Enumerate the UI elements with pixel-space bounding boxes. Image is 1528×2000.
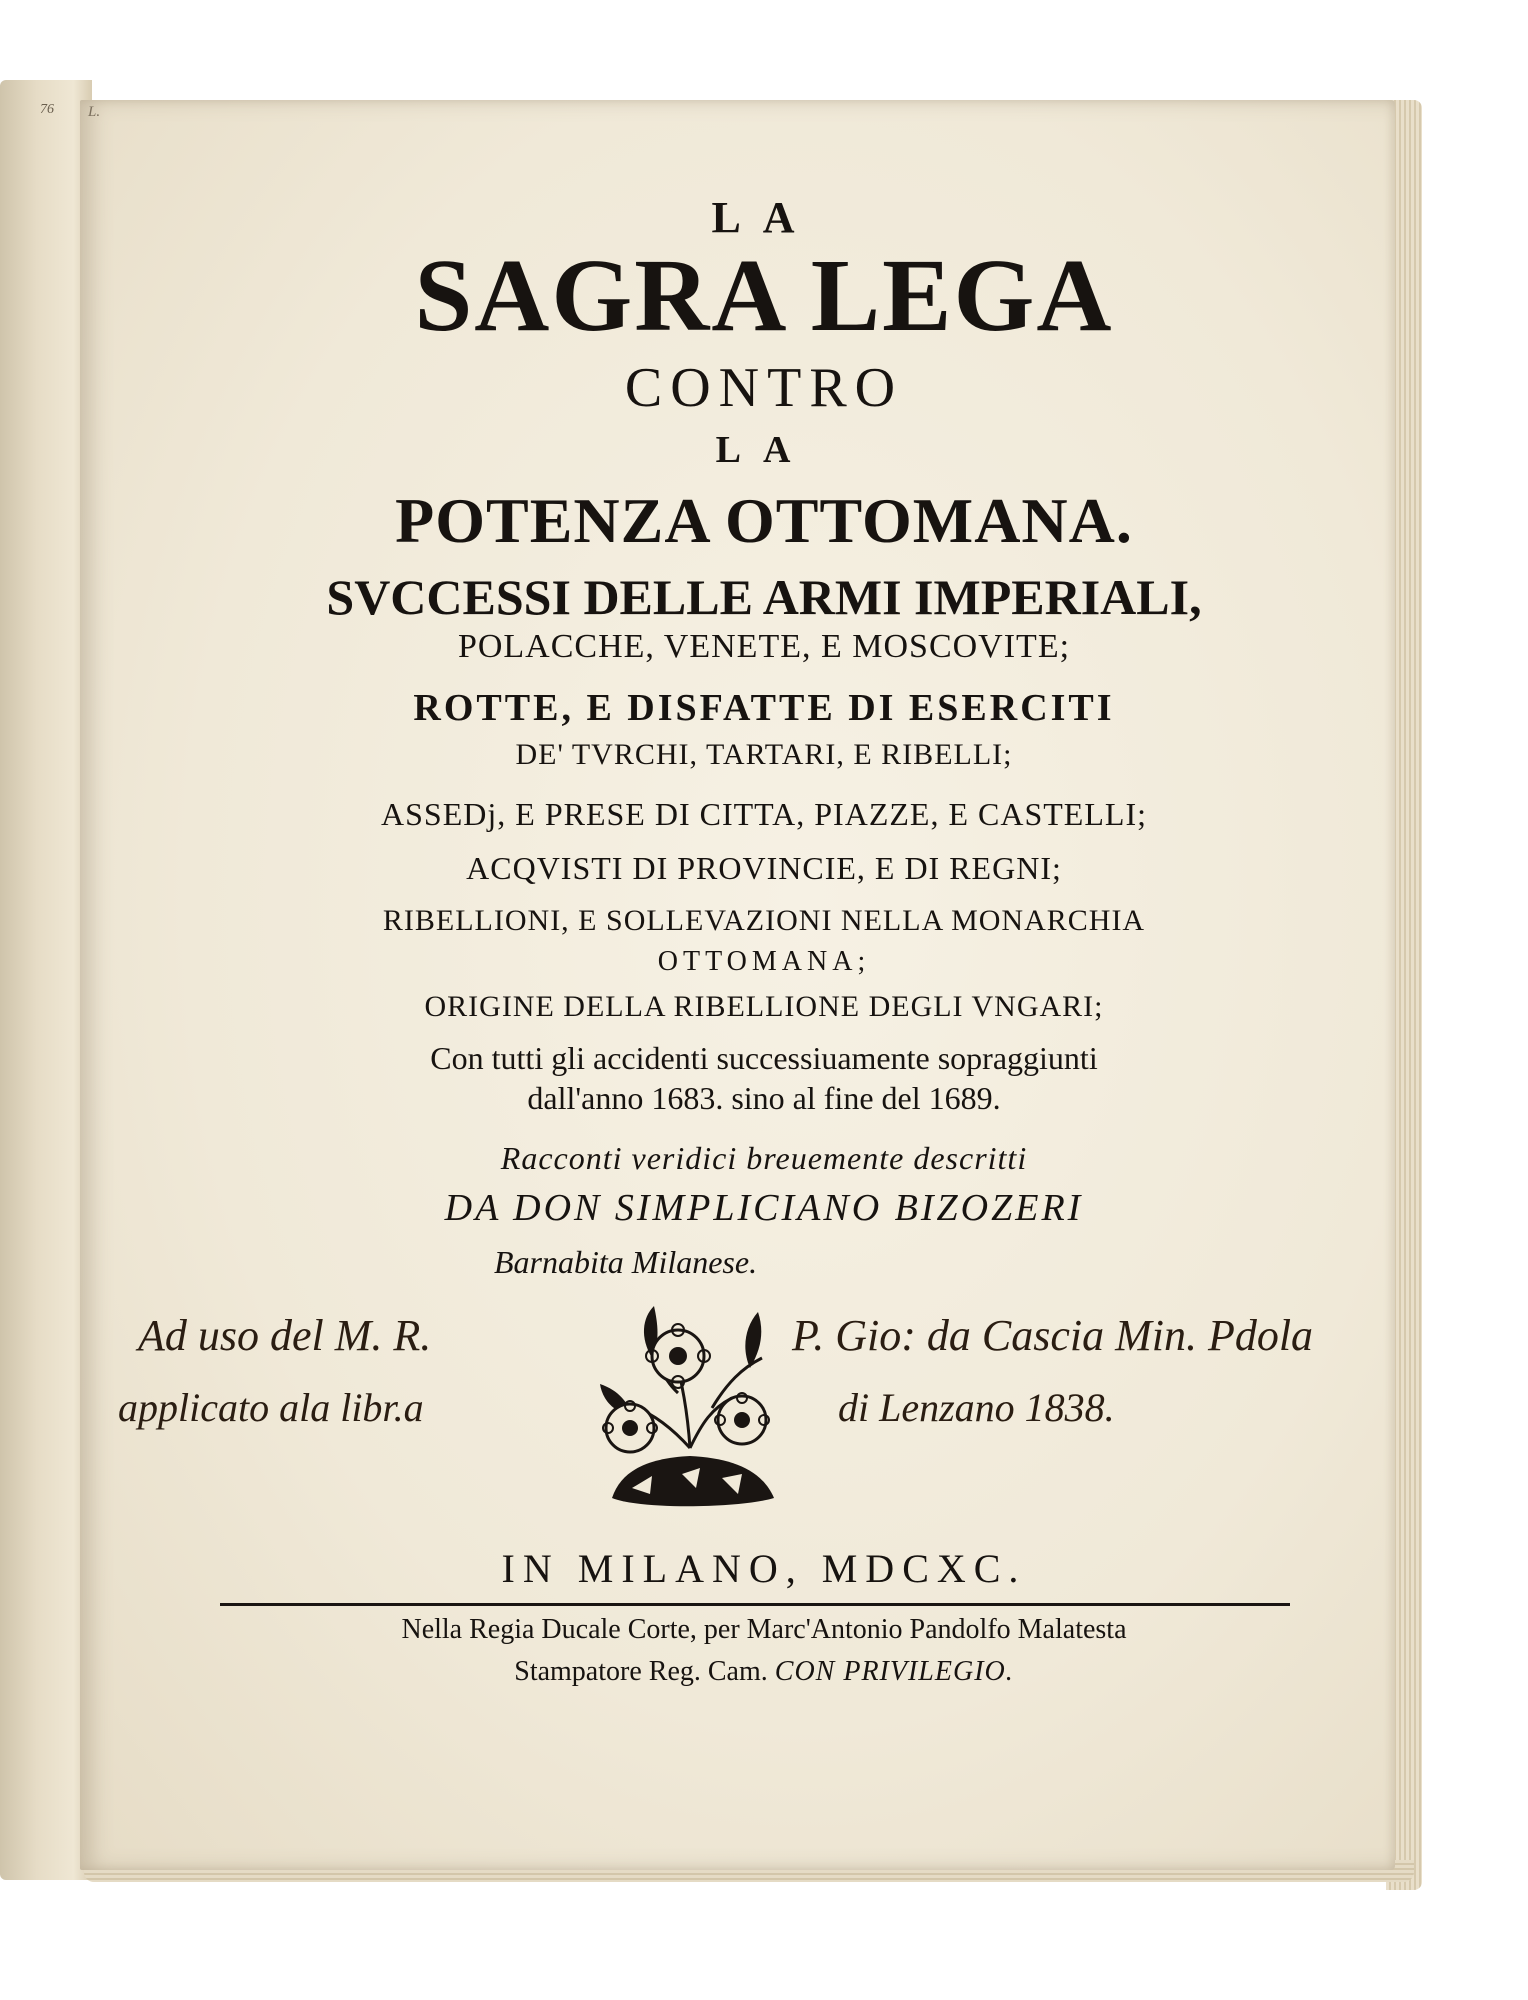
imprint-place: IN MILANO, MDCXC.: [501, 1546, 1027, 1591]
racconti-line: Racconti veridici breuemente descritti: [500, 1140, 1028, 1176]
subtitle-successi: SVCCESSI DELLE ARMI IMPERIALI,: [326, 569, 1202, 625]
subtitle-assedi: ASSEDj, E PRESE DI CITTA, PIAZZE, E CASTELLI;: [381, 796, 1147, 832]
flower-woodcut-icon: [592, 1298, 788, 1512]
subtitle-acquisti: ACQVISTI DI PROVINCIE, E DI REGNI;: [466, 850, 1062, 886]
main-title: SAGRA LEGA: [414, 238, 1114, 353]
imprint-rule: [220, 1603, 1290, 1606]
subtitle-origine: ORIGINE DELLA RIBELLIONE DEGLI VNGARI;: [424, 990, 1104, 1023]
corner-mark: L.: [88, 104, 101, 120]
subtitle-turchi: DE' TVRCHI, TARTARI, E RIBELLI;: [515, 738, 1013, 771]
title-article: LA: [711, 193, 817, 242]
author-line: DA DON SIMPLICIANO BIZOZERI: [444, 1187, 1084, 1229]
subtitle-polacche: POLACCHE, VENETE, E MOSCOVITE;: [457, 628, 1071, 665]
title-article-2: LA: [715, 429, 813, 471]
subtitle-ribellioni: RIBELLIONI, E SOLLEVAZIONI NELLA MONARCHIA: [382, 904, 1146, 937]
description-line-2: dall'anno 1683. sino al fine del 1689.: [527, 1080, 1001, 1116]
imprint-con-privilegio: CON PRIVILEGIO.: [774, 1656, 1014, 1687]
inscription-line-1-left: Ad uso del M. R.: [138, 1311, 432, 1360]
imprint-printer: Nella Regia Ducale Corte, per Marc'Antonio Pandolfo Malatesta: [401, 1614, 1127, 1645]
inscription-line-1-right: P. Gio: da Cascia Min. Pdola: [792, 1311, 1314, 1360]
previous-page-number: 76: [40, 102, 54, 117]
inscription-line-2-left: applicato ala libr.a: [118, 1385, 424, 1430]
subtitle-ottomana: OTTOMANA;: [657, 946, 871, 977]
imprint-stampatore: Stampatore Reg. Cam.: [514, 1656, 768, 1687]
title-contro: CONTRO: [624, 357, 904, 419]
title-potenza: POTENZA OTTOMANA.: [395, 485, 1133, 556]
inscription-line-2-right: di Lenzano 1838.: [838, 1385, 1115, 1430]
subtitle-rotte: ROTTE, E DISFATTE DI ESERCITI: [413, 687, 1115, 729]
imprint-privilege: [0, 1656, 1528, 1688]
description-line-1: Con tutti gli accidenti successiuamente sopraggiunti: [430, 1040, 1098, 1076]
author-order: Barnabita Milanese.: [494, 1244, 758, 1280]
